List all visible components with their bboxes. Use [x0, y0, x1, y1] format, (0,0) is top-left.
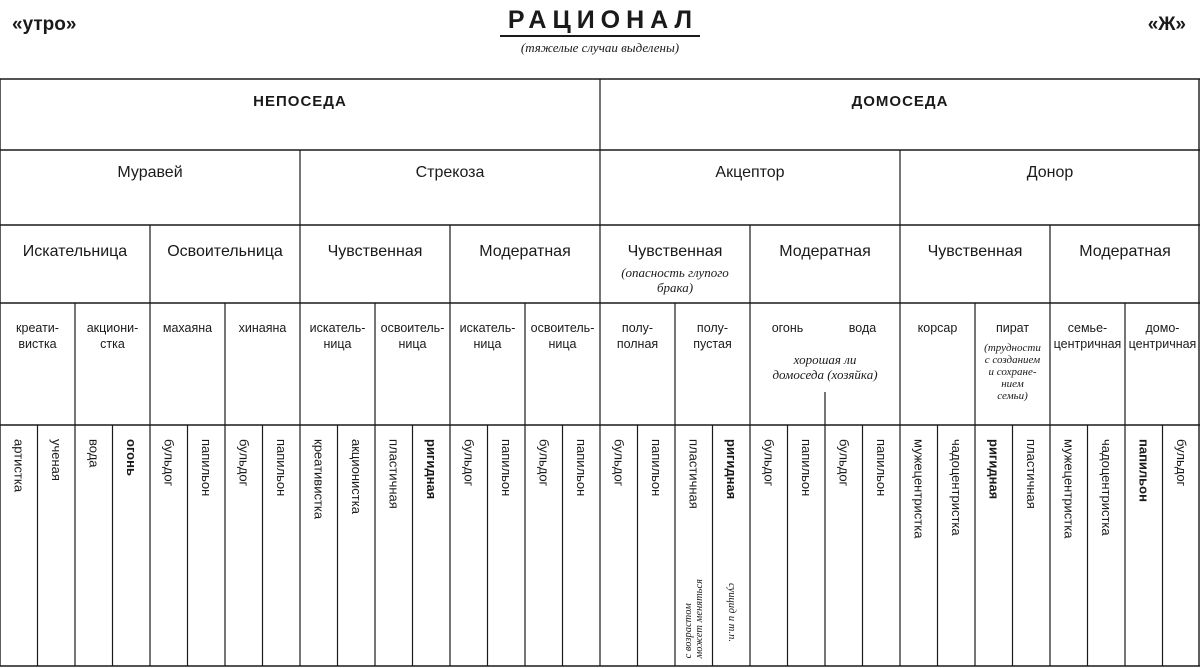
leaf-label: чадоцентристка	[948, 439, 964, 536]
group-label: ДОМОСЕДА	[851, 93, 949, 110]
leaf-label: папильон	[198, 439, 214, 497]
leaf-label: мужецентристка	[911, 439, 927, 539]
leaf-label: пластичная	[386, 439, 402, 509]
type-label: Стрекоза	[415, 164, 485, 181]
leaf-label: ригидная	[986, 439, 1002, 500]
leaf-label: ученая	[48, 439, 64, 481]
variant-label: креати- вистка	[16, 321, 59, 351]
subtype-label: Модератная	[779, 243, 871, 260]
type-label: Акцептор	[715, 164, 785, 181]
variant-note: (трудности с созданием и сохране- нием семьи)	[984, 342, 1041, 402]
leaf-label: бульдог	[611, 439, 627, 487]
variant-label: искатель- ница	[309, 321, 366, 351]
variant-label: акциони- стка	[86, 321, 139, 351]
leaf-label: папильон	[798, 439, 814, 497]
leaf-label: мужецентристка	[1061, 439, 1077, 539]
leaf-label: бульдог	[1173, 439, 1189, 487]
variant-label: корсар	[917, 321, 958, 335]
leaf-label: чадоцентристка	[1098, 439, 1114, 536]
leaf-label: папильон	[873, 439, 889, 497]
leaf-label: акционистка	[348, 439, 364, 514]
variant-label: полу- полная	[616, 321, 659, 351]
subtype-label: Искательница	[22, 243, 128, 260]
leaf-label: бульдог	[761, 439, 777, 487]
leaf-label: пластичная	[1023, 439, 1039, 509]
group-label: НЕПОСЕДА	[253, 93, 347, 110]
page-title: РАЦИОНАЛ	[0, 6, 1200, 35]
leaf-label: бульдог	[461, 439, 477, 487]
leaf-label: вода	[86, 439, 102, 468]
leaf-label: бульдог	[836, 439, 852, 487]
gender-label: «Ж»	[1147, 14, 1186, 35]
subtype-label: Чувственная	[327, 243, 423, 260]
leaf-label: пластичная	[686, 439, 702, 509]
leaf-label: ригидная	[723, 439, 739, 500]
leaf-label: артистка	[11, 439, 27, 493]
subtype-label: Модератная	[1079, 243, 1171, 260]
variant-label: пират	[995, 321, 1030, 335]
variant-label: махаяна	[162, 321, 213, 335]
variant-label: огонь	[771, 321, 804, 335]
leaf-label: креативистка	[311, 439, 327, 520]
leaf-label: папильон	[1136, 439, 1152, 502]
leaf-label: папильон	[648, 439, 664, 497]
leaf-label: папильон	[573, 439, 589, 497]
morning-label: «утро»	[12, 14, 77, 35]
subtype-label: Чувственная	[627, 243, 723, 260]
subtype-label: Чувственная	[927, 243, 1023, 260]
leaf-label: бульдог	[236, 439, 252, 487]
variant-label: полу- пустая	[693, 321, 732, 351]
type-label: Донор	[1026, 164, 1074, 181]
leaf-label: бульдог	[536, 439, 552, 487]
subtype-label: Освоительница	[167, 243, 283, 260]
variant-label: хинаяна	[238, 321, 287, 335]
page-subtitle: (тяжелые случаи выделены)	[520, 40, 680, 55]
subtype-note: (опасность глупого брака)	[621, 265, 729, 295]
variant-label: домо- центричная	[1128, 321, 1197, 351]
type-label: Муравей	[117, 164, 183, 181]
leaf-label: бульдог	[161, 439, 177, 487]
leaf-label: ригидная	[423, 439, 439, 500]
subtype-label: Модератная	[479, 243, 571, 260]
leaf-note: с возрастом может меняться	[682, 578, 705, 658]
variant-label: освоитель- ница	[530, 321, 595, 351]
leaf-label: папильон	[273, 439, 289, 497]
shared-note: хорошая ли домоседа (хозяйка)	[772, 352, 878, 382]
leaf-label: папильон	[498, 439, 514, 497]
variant-label: искатель- ница	[459, 321, 516, 351]
leaf-note: суицид и т.п.	[725, 583, 737, 643]
leaf-label: огонь	[123, 439, 139, 476]
variant-label: вода	[848, 321, 877, 335]
variant-label: освоитель- ница	[380, 321, 445, 351]
variant-label: семье- центричная	[1053, 321, 1122, 351]
